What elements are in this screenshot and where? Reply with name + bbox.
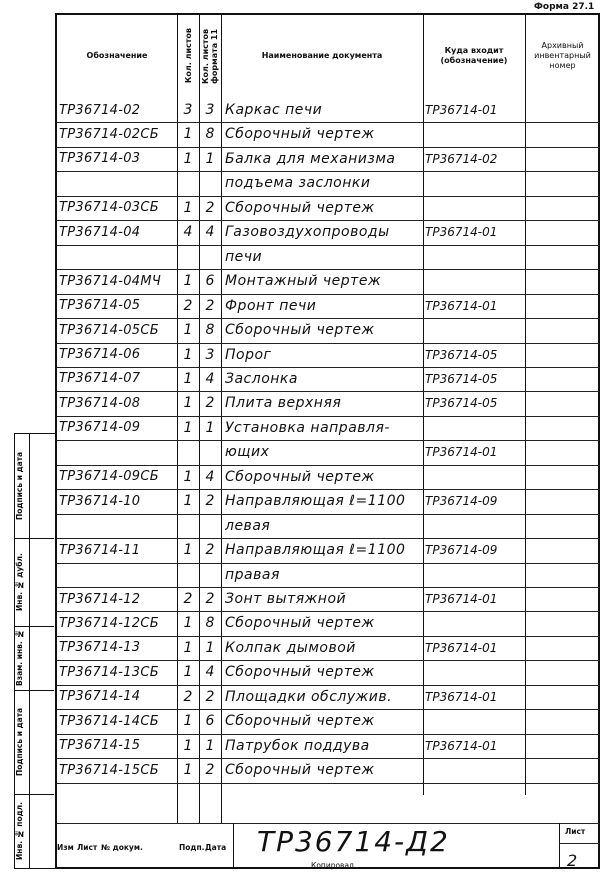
row-code: ТР36714-11: [59, 542, 141, 558]
row-sheets-a: 4: [205, 664, 215, 681]
margin-block: [14, 433, 55, 869]
header-designation: Обозначение: [86, 51, 148, 60]
row-code: ТР36714-03СБ: [59, 200, 159, 216]
row-name: Сборочный чертеж: [225, 664, 375, 681]
row-sheets: 3: [183, 102, 193, 118]
margin-label-vzam: Взам. инв. №: [15, 629, 24, 687]
row-sheets: 2: [183, 297, 193, 314]
row-code: ТР36714-12СБ: [59, 615, 159, 631]
row-where-used: ТР36714-02: [425, 151, 498, 166]
row-code: ТР36714-04МЧ: [59, 273, 162, 289]
row-name: Направляющая ℓ=1100: [225, 493, 406, 510]
row-name: Каркас печи: [225, 102, 323, 118]
row-where-used: [425, 612, 525, 634]
row-where-used: [425, 270, 525, 292]
row-name: Заслонка: [225, 370, 298, 387]
margin-label-sign-date-1: Подпись и дата: [15, 451, 24, 521]
row-code: ТР36714-15: [59, 738, 141, 754]
row-sheets: 1: [183, 664, 193, 681]
row-name: Колпак дымовой: [225, 639, 356, 656]
row-sheets: 2: [183, 591, 193, 607]
row-where-used: [425, 319, 525, 341]
row-name: Фронт печи: [225, 297, 317, 314]
row-name: правая: [225, 566, 280, 583]
row-where-used: [425, 710, 525, 732]
row-sheets-a: [199, 172, 221, 194]
row-name: подъема заслонки: [225, 175, 371, 192]
row-sheets-a: 2: [205, 591, 215, 607]
row-name: Сборочный чертеж: [225, 199, 375, 216]
row-sheets: 1: [183, 395, 193, 412]
row-code: ТР36714-15СБ: [59, 762, 159, 778]
row-code: ТР36714-12: [59, 591, 141, 607]
row-code: ТР36714-08: [59, 395, 141, 411]
row-name: ющих: [225, 444, 270, 461]
row-name: левая: [225, 517, 271, 534]
row-name: Газовоздухопроводы: [225, 224, 390, 241]
row-sheets: 1: [183, 468, 193, 485]
row-sheets: 1: [183, 126, 193, 143]
row-name: Сборочный чертеж: [225, 713, 375, 730]
row-code: ТР36714-05СБ: [59, 322, 159, 338]
row-sheets: 1: [183, 762, 193, 779]
row-sheets: [177, 172, 199, 194]
row-code: [59, 515, 177, 537]
row-name: Балка для механизма: [225, 150, 396, 167]
row-where-used: ТР36714-01: [425, 445, 498, 460]
row-name: Монтажный чертеж: [225, 273, 382, 290]
row-code: ТР36714-05: [59, 298, 141, 314]
row-code: ТР36714-07: [59, 371, 141, 387]
title-col-izm: Изм: [57, 843, 74, 852]
row-sheets: 1: [183, 150, 193, 167]
row-where-used: ТР36714-01: [425, 298, 498, 313]
row-name: Сборочный чертеж: [225, 615, 375, 632]
header-archive: Архивный инвентарный номер: [534, 41, 591, 70]
title-copied: Копировал: [311, 861, 354, 870]
row-sheets-a: 1: [205, 737, 215, 754]
header-doc-name: Наименование документа: [261, 51, 383, 60]
row-sheets: [177, 515, 199, 537]
row-sheets-a: 1: [205, 419, 215, 436]
row-sheets-a: 3: [205, 346, 215, 363]
row-code: ТР36714-14СБ: [59, 713, 159, 729]
row-sheets: [177, 246, 199, 268]
row-name: печи: [225, 248, 263, 265]
row-where-used: [425, 661, 525, 683]
row-name: Плита верхняя: [225, 395, 342, 412]
row-where-used: ТР36714-05: [425, 371, 498, 386]
row-sheets-a: 4: [205, 224, 215, 241]
title-col-list: Лист: [77, 843, 98, 852]
row-sheets-a: 8: [205, 126, 215, 143]
row-sheets: 1: [183, 199, 193, 216]
row-sheets-a: 2: [205, 542, 215, 559]
form-label: Форма 27.1: [534, 2, 595, 12]
row-code: [59, 441, 177, 463]
row-sheets: 1: [183, 322, 193, 339]
row-sheets: 1: [183, 370, 193, 387]
row-sheets: 4: [183, 224, 193, 241]
row-code: ТР36714-06: [59, 347, 141, 362]
row-code: ТР36714-03: [59, 151, 141, 167]
row-name: Зонт вытяжной: [225, 591, 347, 607]
header-sheet-count: Кол. листов: [183, 28, 193, 84]
row-sheets-a: [199, 441, 221, 463]
row-code: ТР36714-14: [59, 689, 141, 705]
row-where-used: [425, 246, 525, 268]
header-sheet-count-a: Кол. листов формата 11: [201, 28, 219, 84]
margin-label-inv-podl: Инв. № подл.: [15, 802, 24, 861]
row-sheets-a: 6: [205, 273, 215, 290]
row-where-used: [425, 197, 525, 219]
row-code: ТР36714-04: [59, 224, 141, 240]
sheet-number: 2: [567, 851, 578, 870]
row-sheets: 1: [183, 542, 193, 559]
row-where-used: ТР36714-09: [425, 494, 498, 509]
row-where-used: [425, 564, 525, 586]
row-where-used: ТР36714-01: [425, 103, 498, 117]
row-where-used: [425, 172, 525, 194]
row-code: ТР36714-02СБ: [59, 126, 159, 142]
row-sheets: 2: [183, 688, 193, 705]
row-code: ТР36714-13: [59, 640, 141, 656]
row-where-used: ТР36714-05: [425, 347, 498, 362]
row-sheets-a: 8: [205, 322, 215, 339]
row-sheets-a: 1: [205, 150, 215, 167]
row-where-used: [425, 466, 525, 488]
row-code: [59, 246, 177, 268]
row-code: ТР36714-10: [59, 493, 141, 509]
row-code: [59, 564, 177, 586]
title-sheet-label: Лист: [565, 827, 586, 836]
row-sheets: 1: [183, 737, 193, 754]
row-where-used: ТР36714-01: [425, 738, 498, 753]
row-where-used: [425, 515, 525, 537]
row-sheets: [177, 564, 199, 586]
row-sheets-a: 3: [205, 102, 215, 118]
row-sheets-a: 2: [205, 688, 215, 705]
row-sheets-a: 6: [205, 713, 215, 730]
margin-label-sign-date-2: Подпись и дата: [15, 707, 24, 777]
row-sheets-a: 4: [205, 468, 215, 485]
row-sheets-a: [199, 564, 221, 586]
title-col-doc: № докум.: [101, 843, 143, 852]
row-where-used: ТР36714-05: [425, 396, 498, 411]
row-code: ТР36714-02: [59, 102, 141, 118]
row-code: [59, 172, 177, 194]
row-sheets: 1: [183, 419, 193, 436]
row-name: Направляющая ℓ=1100: [225, 542, 406, 559]
margin-label-inv-dubl: Инв. № дубл.: [15, 553, 24, 611]
row-sheets-a: 1: [205, 639, 215, 656]
row-where-used: ТР36714-01: [425, 640, 498, 655]
document-code: ТР36714-Д2: [257, 825, 450, 858]
row-name: Сборочный чертеж: [225, 322, 375, 339]
row-sheets-a: 2: [205, 493, 215, 510]
row-sheets-a: 4: [205, 370, 215, 387]
row-sheets-a: 2: [205, 297, 215, 314]
row-sheets: 1: [183, 273, 193, 290]
row-where-used: ТР36714-01: [425, 225, 498, 240]
register-table: [55, 13, 600, 869]
row-name: Сборочный чертеж: [225, 468, 375, 485]
row-code: ТР36714-09: [59, 420, 141, 436]
row-sheets-a: [199, 515, 221, 537]
row-sheets: 1: [183, 639, 193, 656]
row-sheets-a: [199, 246, 221, 268]
row-name: Сборочный чертеж: [225, 126, 375, 143]
row-name: Порог: [225, 346, 272, 363]
row-where-used: ТР36714-01: [425, 592, 498, 606]
row-code: ТР36714-09СБ: [59, 469, 159, 485]
row-where-used: ТР36714-01: [425, 689, 498, 704]
row-sheets: [177, 441, 199, 463]
row-where-used: [425, 123, 525, 145]
header-where-used: Куда входит (обозначение): [440, 46, 508, 65]
row-sheets-a: 8: [205, 615, 215, 632]
row-name: Сборочный чертеж: [225, 762, 375, 779]
row-sheets: 1: [183, 615, 193, 632]
row-sheets-a: 2: [205, 199, 215, 216]
row-code: ТР36714-13СБ: [59, 664, 159, 680]
row-where-used: [425, 417, 525, 439]
row-sheets-a: 2: [205, 762, 215, 779]
row-name: Площадки обслужив.: [225, 688, 393, 705]
row-name: Патрубок поддува: [225, 737, 370, 754]
row-where-used: [425, 759, 525, 781]
row-sheets: 1: [183, 713, 193, 730]
row-name: Установка направля-: [225, 419, 390, 436]
row-sheets-a: 2: [205, 395, 215, 412]
title-col-sign: Подп.: [179, 843, 205, 852]
row-sheets: 1: [183, 346, 193, 363]
row-sheets: 1: [183, 493, 193, 510]
title-col-date: Дата: [205, 843, 227, 852]
row-where-used: ТР36714-09: [425, 543, 498, 558]
